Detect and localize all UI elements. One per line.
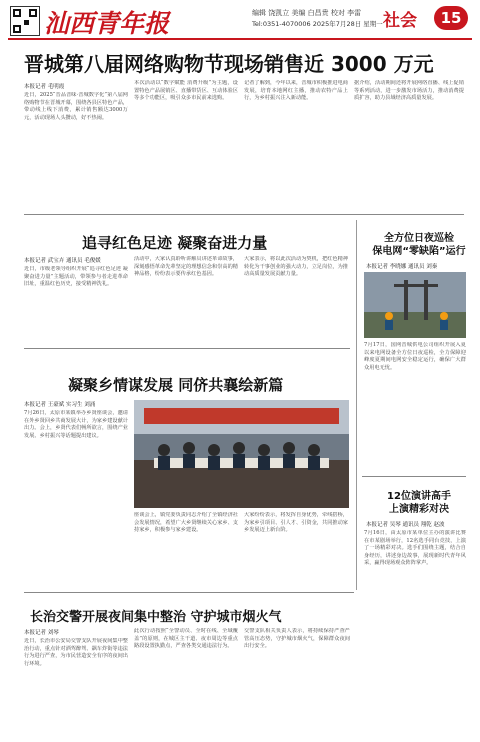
bottom-byline: 本报记者 刘琴 — [24, 630, 59, 636]
qr-code-icon — [10, 6, 40, 36]
rural-col-3: 大家纷纷表示，将发挥自身优势，牵线搭桥，为家乡引项目、引人才、引资金，共同推动家乡发展迈上新台阶。 — [244, 512, 348, 534]
rural-col-2: 座谈会上，镇党委负责同志介绍了全镇经济社会发展情况，希望广大乡贤继续关心家乡、支持家乡，积极参与家乡建设。 — [134, 512, 238, 534]
contact-date: Tel:0351-4070006 2025年7月28日 星期一 — [252, 20, 383, 28]
divider-right — [362, 476, 466, 477]
divider-2 — [24, 348, 350, 349]
concert-byline: 本报记者 吴琴 通讯员 翔乾 赵波 — [366, 522, 445, 528]
divider-3 — [24, 592, 354, 593]
guarantee-photo — [364, 272, 466, 338]
newspaper-logo: 汕西青年报 — [44, 9, 170, 38]
red-headline: 追寻红色足迹 凝聚奋进力量 — [82, 234, 268, 252]
right-column-divider — [356, 220, 357, 590]
editor-credits: 编辑 饶凯立 美编 白昌贵 校对 李雷 — [252, 9, 362, 17]
divider-1 — [24, 214, 464, 215]
main-byline: 本报记者 毛明霞 — [24, 84, 65, 90]
rural-photo — [134, 400, 349, 508]
rural-byline: 本报记者 王豪斌 实习生 刘涌 — [24, 402, 96, 408]
section-name: 社会 — [383, 11, 417, 31]
masthead-divider — [8, 38, 472, 40]
bottom-col-1: 近日，长治市公安局交警支队开展夜间集中整治行动，重点针对酒驾醉驾、飙车炸街等违法行为进行严查，为市民营造安全有序的夜间出行环境。 — [24, 638, 128, 667]
red-col-2: 活动中，大家认真聆听讲解员讲述革命故事，深刻感悟革命先辈坚定的理想信念和崇高的精神品格，纷纷表示要传承红色基因。 — [134, 256, 238, 278]
page-number-badge: 15 — [434, 6, 468, 30]
bottom-col-2: 此次行动按照“全警动员、全时在线、全域覆盖”的原则，在城区主干道、夜市周边等重点路段设置执勤点，严查各类交通违法行为。 — [134, 628, 238, 650]
concert-headline: 12位演讲高手 上演精彩对决 — [387, 491, 451, 515]
guarantee-headline: 全方位日夜巡检 保电网“零缺陷”运行 — [372, 233, 466, 257]
main-col-3: 记者了解到，今年以来，晋城市积极推进电商发展，培育本地网红主播，推动农特产品上行，为乡村振兴注入新动能。 — [244, 80, 348, 102]
guarantee-col-1: 7月17日，国网晋城供电公司组织开展入夏以来电网设备全方位日夜巡检，全力保障迎峰度夏期间电网安全稳定运行，确保广大群众用电无忧。 — [364, 342, 466, 371]
concert-col-1: 7月16日，由太原市某单位主办的演讲比赛在市某剧场举行，12名选手同台竞技，上演了一场精彩对决。选手们围绕主题，结合自身经历，讲述身边故事，展现新时代青年风采，赢得现场观众阵阵掌声。 — [364, 530, 466, 567]
red-col-1: 近日，市级老领导组织开展“追寻红色足迹 凝聚奋进力量”主题活动，带领参与者走进革命旧址，重温红色历史，接受精神洗礼。 — [24, 266, 128, 288]
guarantee-byline: 本报记者 李晓娜 通讯员 刘秦 — [366, 264, 438, 270]
red-byline: 本报记者 武宝卉 通讯员 毛俊媛 — [24, 258, 101, 264]
main-col-1: 近日，2025“晋品晋味·晋城数字化”第八届网络购物节在晋城开幕，围绕各县区特色产品，带动线上线下消费，累计销售额达3000万元，活动现场人头攒动，好不热闹。 — [24, 92, 128, 121]
main-col-2: 本次活动以“数字赋能 消费升级”为主题，设置特色产品展销区、直播带货区、互动体验区等多个功能区，吸引众多市民前来选购。 — [134, 80, 238, 102]
bottom-col-3: 交警支队相关负责人表示，将持续保持严查严管高压态势，守护城市烟火气，保障群众夜间出行安全。 — [244, 628, 350, 650]
rural-headline: 凝聚乡情谋发展 同侪共襄绘新篇 — [68, 376, 284, 394]
rural-col-1: 7月26日，太原市某镇举办乡贤座谈会，邀请在外乡贤回乡共商发展大计，为家乡建设献计出力。会上，乡贤代表们畅所欲言，围绕产业发展、乡村振兴等话题提出建议。 — [24, 410, 128, 439]
main-headline: 晋城第八届网络购物节现场销售近 3000 万元 — [24, 52, 434, 76]
bottom-headline: 长治交警开展夜间集中整治 守护城市烟火气 — [30, 610, 282, 625]
red-col-3: 大家表示，将以此次活动为契机，把红色精神转化为干事创业的强大动力，立足岗位，为推动高质量发展贡献力量。 — [244, 256, 348, 278]
main-col-4: 据介绍，活动期间还将开展网络直播、线上促销等系列活动，进一步激发市场活力，推动消费提质扩容，助力县域经济高质量发展。 — [354, 80, 464, 102]
